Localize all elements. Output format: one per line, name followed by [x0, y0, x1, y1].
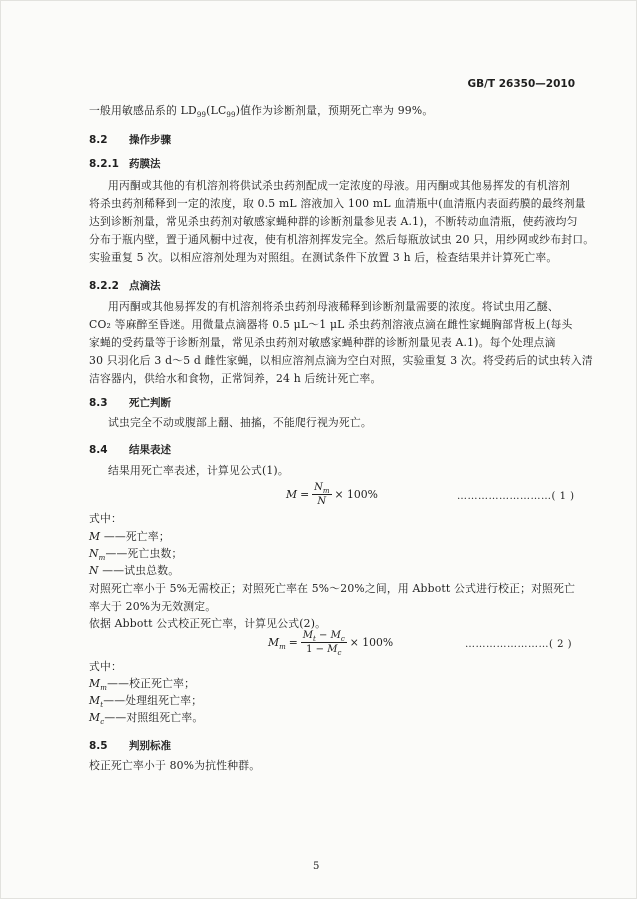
formula-2 [268, 630, 393, 655]
formula-symbol: M [268, 636, 280, 649]
leader-dots: …………………… [465, 639, 549, 650]
section-number: 8.5 [89, 740, 108, 752]
section-number: 8.4 [89, 444, 108, 456]
denominator: N [317, 496, 327, 507]
definition-line [89, 711, 204, 727]
formula-number: ( 2 ) [549, 639, 573, 650]
symbol-desc: ——死亡虫数； [105, 547, 183, 560]
section-8-2-1-heading [89, 156, 161, 171]
leader-dots: ……………………… [457, 491, 552, 502]
numerator-symbol: N [314, 482, 323, 493]
symbol-desc: ——试虫总数。 [98, 564, 180, 577]
formula-operator: = [288, 636, 298, 649]
paragraph-line: 结果用死亡率表述，计算见公式(1)。 [108, 464, 289, 477]
numerator-subscript: c [340, 635, 345, 643]
intro-text-2: (LC [206, 104, 227, 117]
paragraph-line: 达到诊断剂量，常见杀虫药剂对敏感家蝇种群的诊断剂量参见表 A.1)，不断转动血清瓶，使药液均匀 [89, 215, 578, 228]
standard-number: GB/T 26350—2010 [467, 78, 575, 90]
section-number: 8.2.1 [89, 158, 119, 170]
section-8-4-heading [89, 442, 171, 457]
section-number: 8.2.2 [89, 280, 119, 292]
definition-line [89, 694, 203, 710]
symbol: M [89, 694, 101, 707]
section-title: 判别标准 [129, 740, 171, 752]
definition-line [89, 532, 170, 543]
denominator-subscript: c [337, 649, 342, 657]
intro-text-3: )值作为诊断剂量，预期死亡率为 99%。 [235, 104, 434, 117]
section-title: 药膜法 [129, 158, 161, 170]
symbol-desc: ——死亡率； [100, 530, 170, 543]
paragraph-line: 试虫完全不动或腹部上翻、抽搐，不能爬行视为死亡。 [108, 416, 372, 429]
paragraph-line: 洁容器内，供给水和食物，正常饲养，24 h 后统计死亡率。 [89, 372, 382, 385]
paragraph-line: 用丙酮或其他易挥发的有机溶剂将杀虫药剂母液稀释到诊断剂量需要的浓度。将试虫用乙醚、 [108, 300, 559, 313]
minus-sign: − [315, 630, 331, 641]
symbol: M [89, 677, 101, 690]
formula-operator: = [300, 488, 310, 501]
section-8-2-2-heading [89, 278, 161, 293]
paragraph-line: 用丙酮或其他的有机溶剂将供试杀虫药剂配成一定浓度的母液。用丙酮或其他易挥发的有机溶剂 [108, 179, 570, 192]
section-8-2-heading [89, 132, 171, 147]
symbol: N [89, 564, 99, 577]
symbol-desc: ——校正死亡率； [107, 677, 196, 690]
symbol-sub: t [100, 701, 104, 710]
symbol-sub: m [100, 684, 108, 693]
paragraph-line: 依据 Abbott 公式校正死亡率，计算见公式(2)。 [89, 617, 327, 630]
numerator-symbol: M [302, 630, 313, 641]
section-title: 结果表述 [129, 444, 171, 456]
paragraph-line: 校正死亡率小于 80%为抗性种群。 [89, 759, 261, 772]
intro-text-1: 一般用敏感品系的 LD [89, 104, 197, 117]
formula-symbol: M [286, 488, 298, 501]
formula-number: ( 1 ) [551, 491, 575, 502]
section-title: 点滴法 [129, 280, 161, 292]
section-number: 8.2 [89, 134, 108, 146]
section-number: 8.3 [89, 397, 108, 409]
intro-sub-1: 99 [196, 111, 207, 120]
symbol-sub: m [98, 554, 106, 563]
formula-1-leader [457, 491, 575, 502]
symbol: M [89, 711, 101, 724]
paragraph-line: CO₂ 等麻醉至昏迷。用微量点滴器将 0.5 μL～1 μL 杀虫药剂溶液点滴在雌性家蝇胸部背板上(每头 [89, 318, 573, 331]
paragraph-line: 率大于 20%为无效测定。 [89, 600, 217, 613]
formula-fraction [312, 482, 331, 507]
symbol-sub: c [100, 718, 105, 727]
formula-tail: × 100% [349, 636, 394, 649]
formula-subscript: m [279, 643, 286, 652]
numerator-subscript: m [322, 487, 330, 495]
symbol: N [89, 547, 99, 560]
section-8-5-heading [89, 738, 171, 753]
paragraph-line: 实验重复 5 次。以相应溶剂处理为对照组。在测试条件下放置 3 h 后，检查结果并计算死亡率。 [89, 251, 558, 264]
definition-line [89, 677, 196, 693]
paragraph-line: 分布于瓶内壁，置于通风橱中过夜，使有机溶剂挥发完全。然后每瓶放试虫 20 只，用纱网或纱布封口。 [89, 233, 595, 246]
formula-tail: × 100% [334, 488, 378, 501]
paragraph-line: 对照死亡率小于 5%无需校正；对照死亡率在 5%～20%之间，用 Abbott 公式进行校正；对照死亡 [89, 582, 576, 595]
section-title: 死亡判断 [129, 397, 171, 409]
paragraph-line: 30 只羽化后 3 d～5 d 雌性家蝇，以相应溶剂点滴为空白对照，实验重复 3 次。将受药后的试虫转入清 [89, 354, 593, 367]
section-title: 操作步骤 [129, 134, 171, 146]
where-label: 式中： [89, 512, 122, 525]
paragraph-line: 家蝇的受药量等于诊断剂量，常见杀虫药剂对敏感家蝇种群的诊断剂量见表 A.1)。每个处理点滴 [89, 336, 556, 349]
section-8-3-heading [89, 395, 171, 410]
formula-2-leader [465, 639, 572, 650]
definition-line [89, 547, 183, 563]
numerator-symbol: M [330, 630, 341, 641]
formula-1 [286, 482, 378, 507]
intro-line [89, 104, 434, 120]
denominator-symbol: M [327, 644, 338, 655]
formula-fraction [301, 630, 347, 655]
symbol-desc: ——处理组死亡率； [103, 694, 203, 707]
symbol: M [89, 530, 101, 543]
where-label: 式中： [89, 660, 122, 673]
paragraph-line: 将杀虫药剂稀释到一定的浓度，取 0.5 mL 溶液加入 100 mL 血清瓶中(血清瓶内表面药膜的最终剂量 [89, 197, 586, 210]
numerator-subscript: t [313, 635, 316, 643]
symbol-desc: ——对照组死亡率。 [104, 711, 204, 724]
intro-sub-2: 99 [226, 111, 236, 120]
denominator-prefix: 1 − [306, 644, 328, 655]
page-number: 5 [313, 861, 320, 872]
definition-line [89, 566, 179, 577]
